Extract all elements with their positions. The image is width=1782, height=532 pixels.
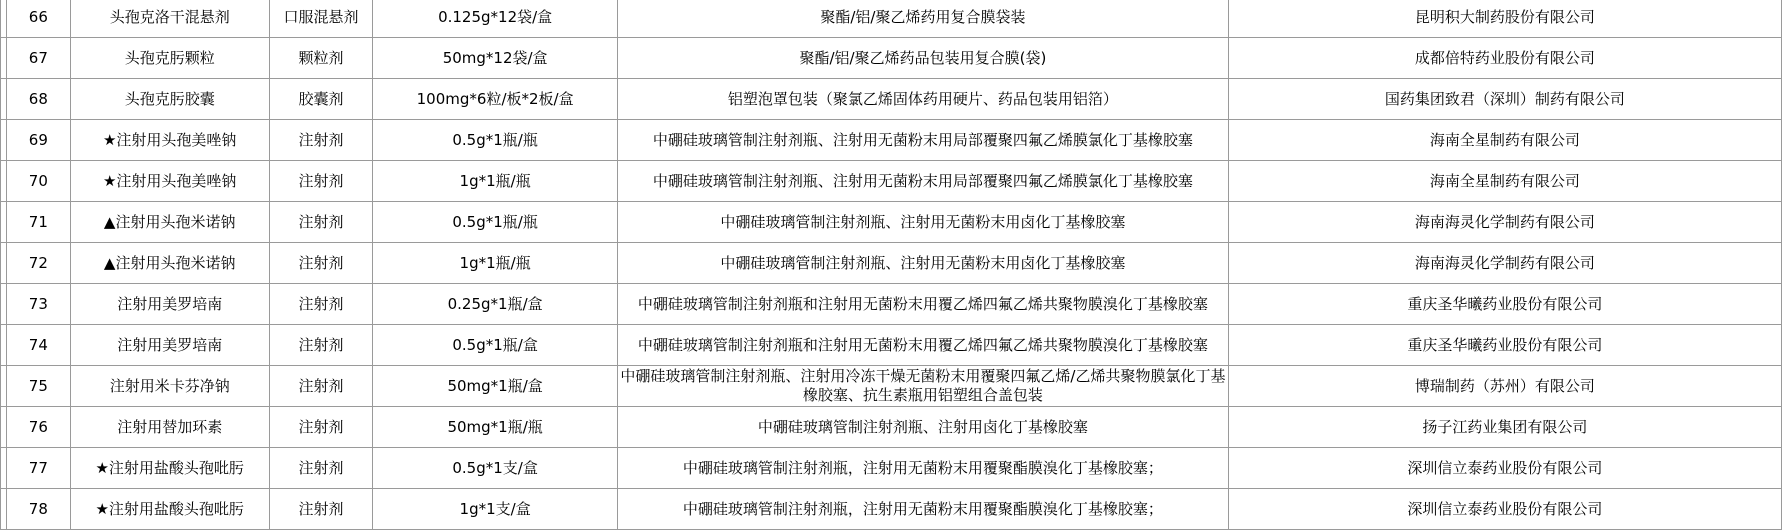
- packaging-cell[interactable]: 聚酯/铝/聚乙烯药用复合膜袋装: [618, 0, 1229, 38]
- specification-cell[interactable]: 0.25g*1瓶/盒: [373, 284, 618, 325]
- packaging-cell[interactable]: 中硼硅玻璃管制注射剂瓶、注射用无菌粉末用卤化丁基橡胶塞: [618, 202, 1229, 243]
- drug-name-cell[interactable]: 注射用美罗培南: [70, 284, 269, 325]
- company-cell[interactable]: 海南海灵化学制药有限公司: [1228, 243, 1781, 284]
- row-number-cell[interactable]: 66: [6, 0, 70, 38]
- packaging-cell[interactable]: 中硼硅玻璃管制注射剂瓶、注射用冷冻干燥无菌粉末用覆聚四氟乙烯/乙烯共聚物膜氯化丁基橡胶塞、抗生素瓶用铝塑组合盖包装: [618, 366, 1229, 407]
- row-number-cell[interactable]: 77: [6, 448, 70, 489]
- table-row: [1, 284, 1782, 325]
- row-number-cell[interactable]: 68: [6, 79, 70, 120]
- table-row: [1, 38, 1782, 79]
- dosage-form-cell[interactable]: 颗粒剂: [269, 38, 373, 79]
- packaging-cell[interactable]: 中硼硅玻璃管制注射剂瓶和注射用无菌粉末用覆乙烯四氟乙烯共聚物膜溴化丁基橡胶塞: [618, 284, 1229, 325]
- table-row: [1, 325, 1782, 366]
- drug-name-cell[interactable]: 头孢克洛干混悬剂: [70, 0, 269, 38]
- row-number-cell[interactable]: 69: [6, 120, 70, 161]
- company-cell[interactable]: 深圳信立泰药业股份有限公司: [1228, 489, 1781, 530]
- dosage-form-cell[interactable]: 注射剂: [269, 366, 373, 407]
- specification-cell[interactable]: 50mg*1瓶/盒: [373, 366, 618, 407]
- drug-name-cell[interactable]: ★注射用盐酸头孢吡肟: [70, 448, 269, 489]
- table-row: [1, 407, 1782, 448]
- drug-name-cell[interactable]: ★注射用盐酸头孢吡肟: [70, 489, 269, 530]
- table-row: [1, 161, 1782, 202]
- row-number-cell[interactable]: 71: [6, 202, 70, 243]
- specification-cell[interactable]: 1g*1瓶/瓶: [373, 161, 618, 202]
- company-cell[interactable]: 海南全星制药有限公司: [1228, 120, 1781, 161]
- specification-cell[interactable]: 1g*1瓶/瓶: [373, 243, 618, 284]
- dosage-form-cell[interactable]: 注射剂: [269, 243, 373, 284]
- specification-cell[interactable]: 50mg*1瓶/瓶: [373, 407, 618, 448]
- drug-name-cell[interactable]: 头孢克肟胶囊: [70, 79, 269, 120]
- dosage-form-cell[interactable]: 胶囊剂: [269, 79, 373, 120]
- dosage-form-cell[interactable]: 注射剂: [269, 489, 373, 530]
- drug-name-cell[interactable]: ★注射用头孢美唑钠: [70, 120, 269, 161]
- company-cell[interactable]: 国药集团致君（深圳）制药有限公司: [1228, 79, 1781, 120]
- company-cell[interactable]: 重庆圣华曦药业股份有限公司: [1228, 325, 1781, 366]
- packaging-cell[interactable]: 中硼硅玻璃管制注射剂瓶、注射用无菌粉末用卤化丁基橡胶塞: [618, 243, 1229, 284]
- row-number-cell[interactable]: 72: [6, 243, 70, 284]
- table-row: [1, 79, 1782, 120]
- drug-name-cell[interactable]: ▲注射用头孢米诺钠: [70, 202, 269, 243]
- company-cell[interactable]: 扬子江药业集团有限公司: [1228, 407, 1781, 448]
- dosage-form-cell[interactable]: 注射剂: [269, 325, 373, 366]
- table-row: [1, 120, 1782, 161]
- company-cell[interactable]: 海南全星制药有限公司: [1228, 161, 1781, 202]
- packaging-cell[interactable]: 中硼硅玻璃管制注射剂瓶和注射用无菌粉末用覆乙烯四氟乙烯共聚物膜溴化丁基橡胶塞: [618, 325, 1229, 366]
- company-cell[interactable]: 昆明积大制药股份有限公司: [1228, 0, 1781, 38]
- row-number-cell[interactable]: 76: [6, 407, 70, 448]
- table-row: [1, 202, 1782, 243]
- table-body: [1, 0, 1782, 530]
- dosage-form-cell[interactable]: 注射剂: [269, 448, 373, 489]
- company-cell[interactable]: 重庆圣华曦药业股份有限公司: [1228, 284, 1781, 325]
- row-number-cell[interactable]: 70: [6, 161, 70, 202]
- dosage-form-cell[interactable]: 注射剂: [269, 407, 373, 448]
- table-row: [1, 366, 1782, 407]
- drug-name-cell[interactable]: 注射用美罗培南: [70, 325, 269, 366]
- company-cell[interactable]: 深圳信立泰药业股份有限公司: [1228, 448, 1781, 489]
- row-number-cell[interactable]: 75: [6, 366, 70, 407]
- specification-cell[interactable]: 0.125g*12袋/盒: [373, 0, 618, 38]
- drug-name-cell[interactable]: 注射用替加环素: [70, 407, 269, 448]
- dosage-form-cell[interactable]: 注射剂: [269, 161, 373, 202]
- packaging-cell[interactable]: 中硼硅玻璃管制注射剂瓶，注射用无菌粉末用覆聚酯膜溴化丁基橡胶塞；: [618, 448, 1229, 489]
- row-number-cell[interactable]: 73: [6, 284, 70, 325]
- specification-cell[interactable]: 0.5g*1瓶/瓶: [373, 120, 618, 161]
- company-cell[interactable]: 海南海灵化学制药有限公司: [1228, 202, 1781, 243]
- drug-name-cell[interactable]: 头孢克肟颗粒: [70, 38, 269, 79]
- specification-cell[interactable]: 1g*1支/盒: [373, 489, 618, 530]
- table-row: [1, 489, 1782, 530]
- packaging-cell[interactable]: 中硼硅玻璃管制注射剂瓶、注射用无菌粉末用局部覆聚四氟乙烯膜氯化丁基橡胶塞: [618, 161, 1229, 202]
- table-row: [1, 448, 1782, 489]
- dosage-form-cell[interactable]: 口服混悬剂: [269, 0, 373, 38]
- specification-cell[interactable]: 100mg*6粒/板*2板/盒: [373, 79, 618, 120]
- packaging-cell[interactable]: 中硼硅玻璃管制注射剂瓶，注射用无菌粉末用覆聚酯膜溴化丁基橡胶塞；: [618, 489, 1229, 530]
- table-row: [1, 0, 1782, 38]
- company-cell[interactable]: 博瑞制药（苏州）有限公司: [1228, 366, 1781, 407]
- packaging-cell[interactable]: 中硼硅玻璃管制注射剂瓶、注射用卤化丁基橡胶塞: [618, 407, 1229, 448]
- specification-cell[interactable]: 50mg*12袋/盒: [373, 38, 618, 79]
- dosage-form-cell[interactable]: 注射剂: [269, 202, 373, 243]
- packaging-cell[interactable]: 聚酯/铝/聚乙烯药品包装用复合膜(袋): [618, 38, 1229, 79]
- dosage-form-cell[interactable]: 注射剂: [269, 120, 373, 161]
- packaging-cell[interactable]: 铝塑泡罩包装（聚氯乙烯固体药用硬片、药品包装用铝箔）: [618, 79, 1229, 120]
- packaging-cell[interactable]: 中硼硅玻璃管制注射剂瓶、注射用无菌粉末用局部覆聚四氟乙烯膜氯化丁基橡胶塞: [618, 120, 1229, 161]
- table-row: [1, 243, 1782, 284]
- row-number-cell[interactable]: 67: [6, 38, 70, 79]
- row-number-cell[interactable]: 78: [6, 489, 70, 530]
- specification-cell[interactable]: 0.5g*1瓶/瓶: [373, 202, 618, 243]
- drug-name-cell[interactable]: ▲注射用头孢米诺钠: [70, 243, 269, 284]
- company-cell[interactable]: 成都倍特药业股份有限公司: [1228, 38, 1781, 79]
- dosage-form-cell[interactable]: 注射剂: [269, 284, 373, 325]
- drug-name-cell[interactable]: ★注射用头孢美唑钠: [70, 161, 269, 202]
- specification-cell[interactable]: 0.5g*1瓶/盒: [373, 325, 618, 366]
- row-number-cell[interactable]: 74: [6, 325, 70, 366]
- specification-cell[interactable]: 0.5g*1支/盒: [373, 448, 618, 489]
- drug-name-cell[interactable]: 注射用米卡芬净钠: [70, 366, 269, 407]
